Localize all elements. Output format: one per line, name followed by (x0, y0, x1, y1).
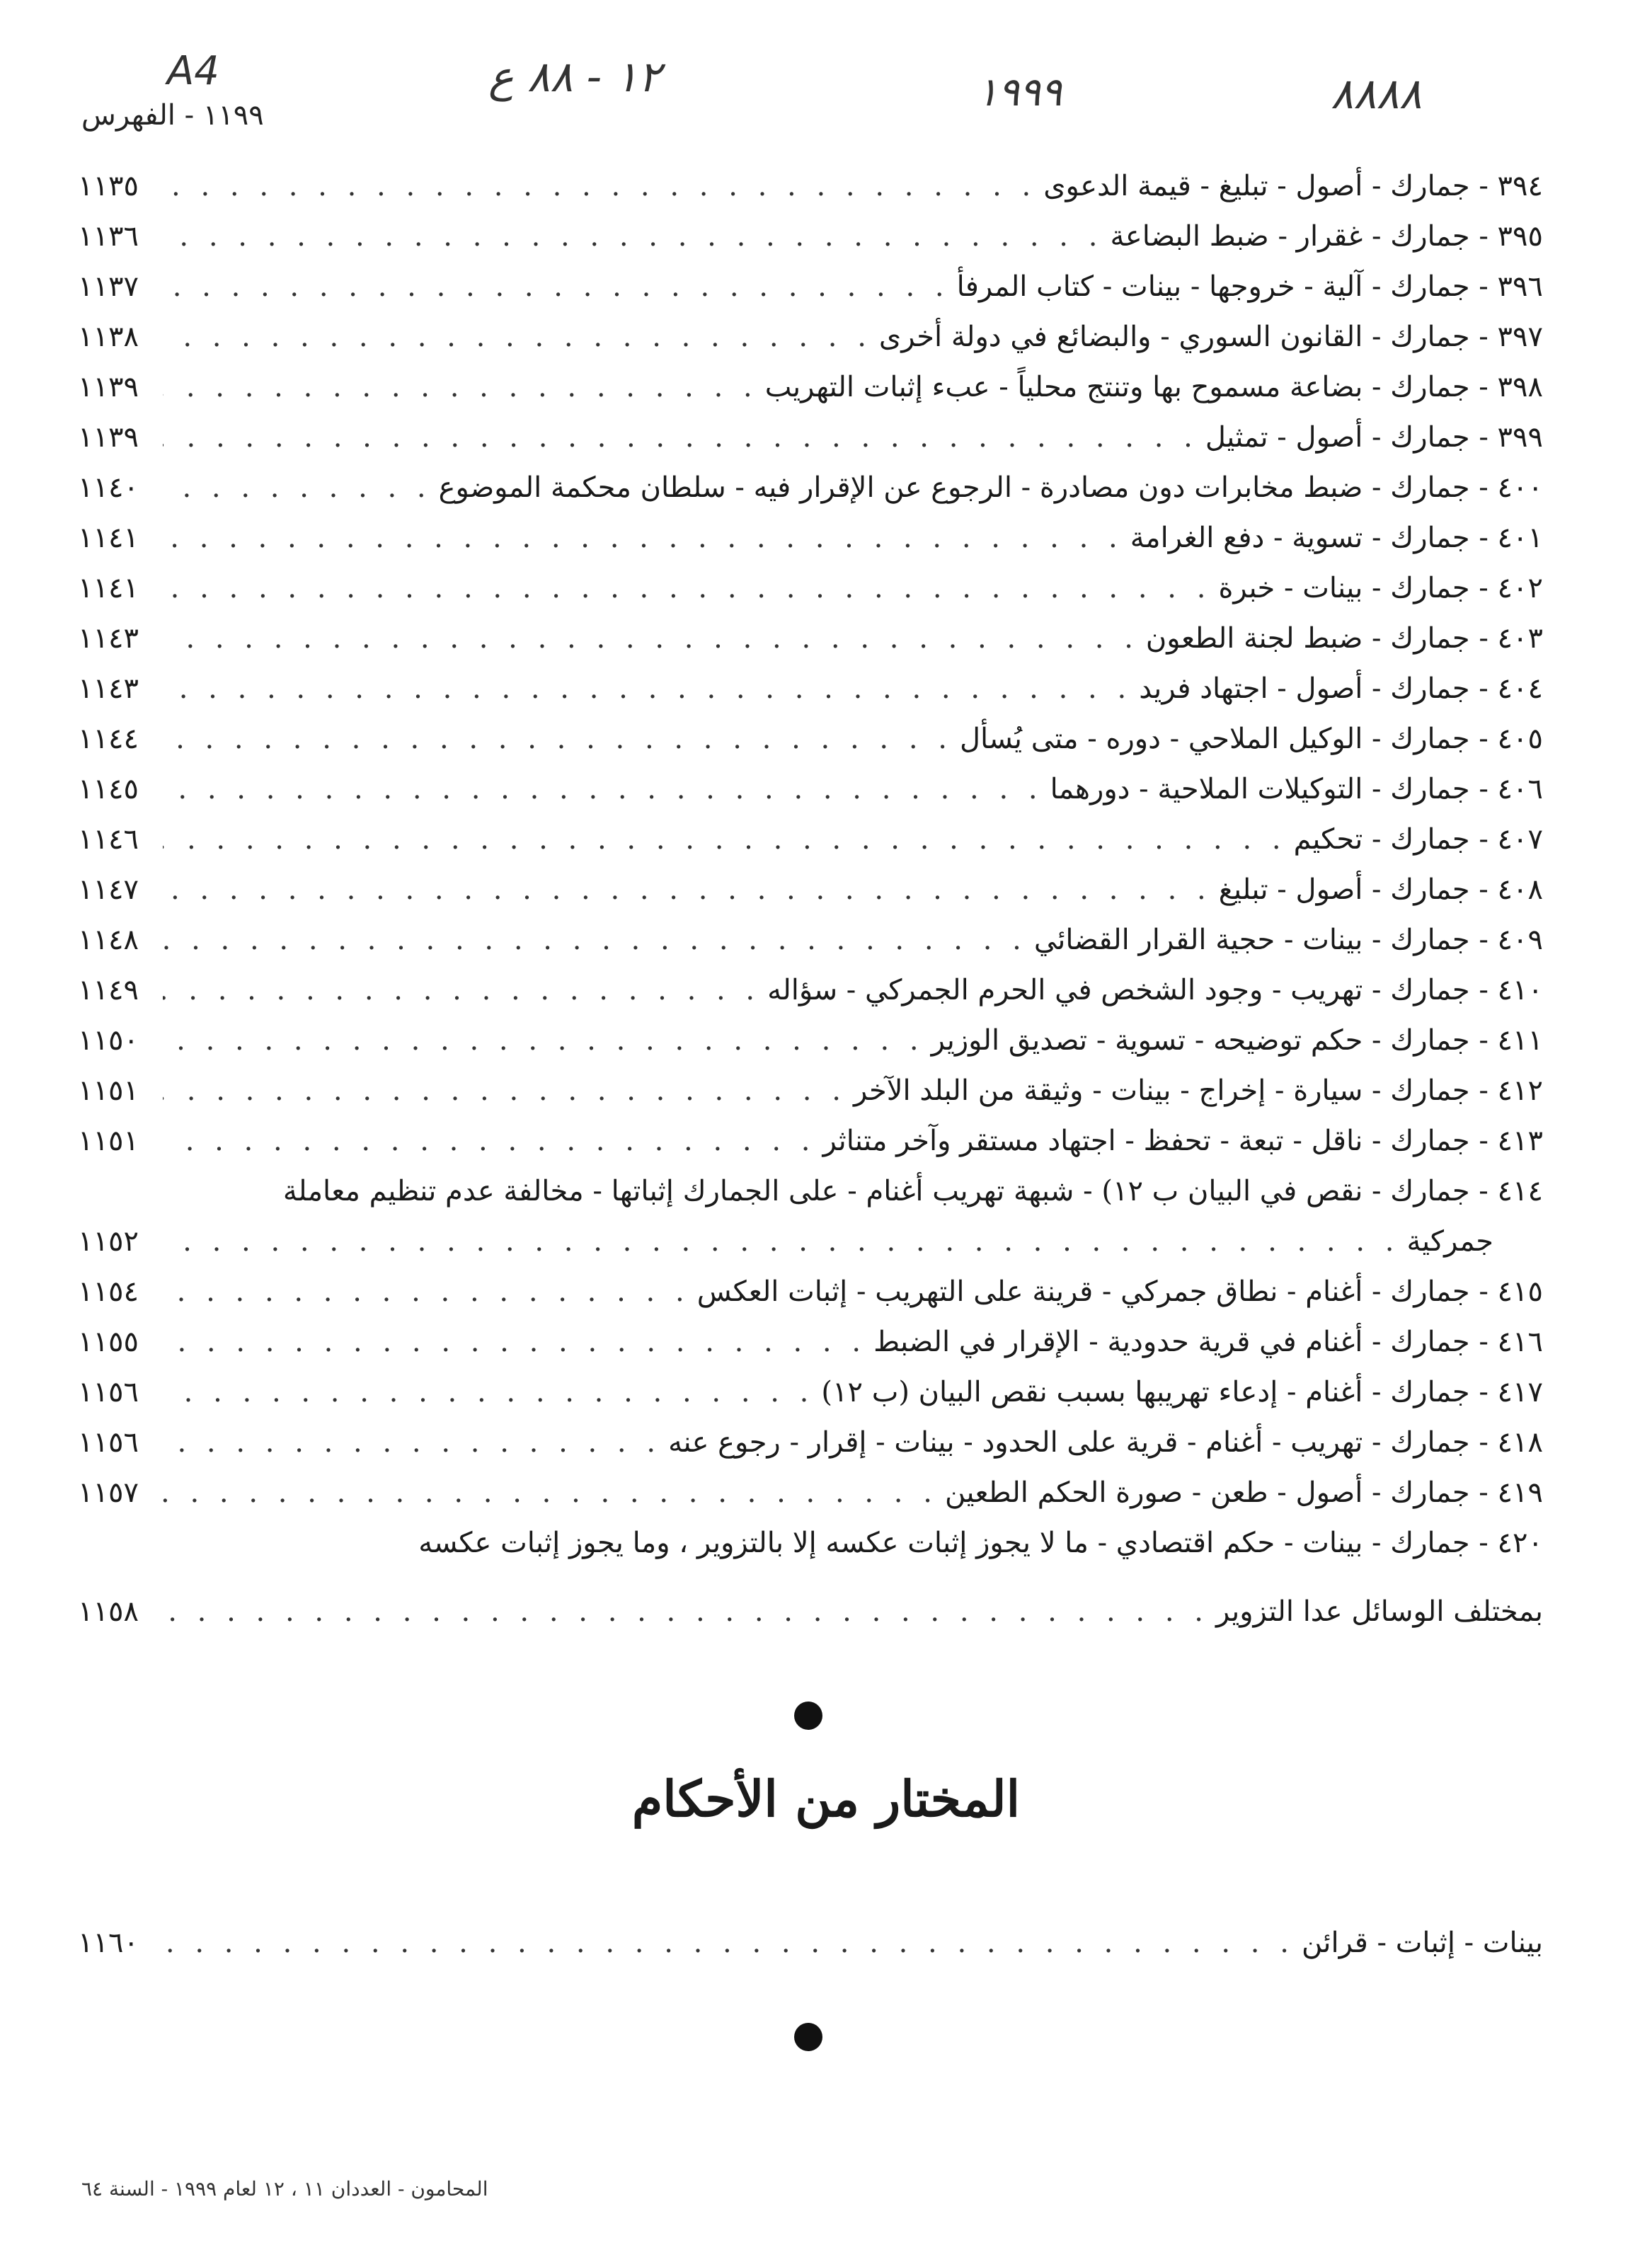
entry-title: ٤٠٣ - جمارك - ضبط لجنة الطعون (1145, 622, 1543, 655)
toc-entry (78, 622, 1543, 672)
entry-title: ٤١٨ - جمارك - تهريب - أغنام - قرية على الحدود - بينات - إقرار - رجوع عنه (668, 1426, 1543, 1459)
entry-page: ١١٥٠ (78, 1024, 139, 1057)
entry-title: ٣٩٩ - جمارك - أصول - تمثيل (1205, 421, 1543, 454)
entry-page: ١١٤٣ (78, 672, 139, 705)
leader-dots (163, 1595, 1216, 1628)
section-bullet (794, 2023, 822, 2051)
toc-entry (78, 471, 1543, 522)
entry-title-continuation: جمركية (1406, 1225, 1493, 1258)
toc-entry (78, 1376, 1543, 1426)
leader-dots (163, 974, 767, 1006)
leader-dots (163, 924, 1034, 956)
entry-page: ١١٣٩ (78, 421, 139, 454)
entry-title: ٣٩٥ - جمارك - غقرار - ضبط البضاعة (1110, 220, 1543, 253)
entry-title: ٤١٦ - جمارك - أغنام في قرية حدودية - الإقرار في الضبط (873, 1326, 1543, 1358)
handwritten-note-1: A4 (167, 48, 219, 94)
leader-dots (163, 471, 439, 504)
entry-title: ٤١٣ - جمارك - ناقل - تبعة - تحفظ - اجتهاد مستقر وآخر متناثر (822, 1125, 1543, 1157)
leader-dots (163, 723, 960, 755)
entry-page: ١١٤٠ (78, 471, 139, 504)
entry-title: ٣٩٦ - جمارك - آلية - خروجها - بينات - كتاب المرفأ (956, 270, 1543, 303)
entry-page: ١١٤٦ (78, 823, 139, 856)
toc-entry-line (78, 1175, 1543, 1225)
entry-title: ٤٠٩ - جمارك - بينات - حجية القرار القضائي (1033, 924, 1543, 956)
toc-entry-line (78, 1527, 1543, 1577)
entry-page: ١١٥١ (78, 1125, 139, 1157)
toc-entry (78, 773, 1543, 823)
toc-entry (78, 572, 1543, 622)
toc-entry (78, 672, 1543, 723)
toc-entry (78, 170, 1543, 220)
entry-title: ٤١٥ - جمارك - أغنام - نطاق جمركي - قرينة على التهريب - إثبات العكس (696, 1275, 1543, 1308)
toc-entry (78, 321, 1543, 371)
leader-dots (163, 873, 1219, 906)
entry-page: ١١٤٥ (78, 773, 139, 805)
entry-page: ١١٣٩ (78, 371, 139, 403)
leader-dots (163, 1074, 854, 1107)
toc-entry (78, 1125, 1543, 1175)
leader-dots (163, 321, 879, 353)
leader-dots (163, 622, 1146, 655)
toc-entry (78, 371, 1543, 421)
entry-title: بينات - إثبات - قرائن (1301, 1927, 1543, 1959)
entry-page: ١١٤٤ (78, 723, 139, 755)
toc-entry (78, 823, 1543, 873)
entry-page: ١١٤٣ (78, 622, 139, 655)
leader-dots (163, 1376, 821, 1408)
entry-page: ١١٣٦ (78, 220, 139, 253)
handwritten-note-2: ١٢ - ٨٨ ع (488, 52, 661, 102)
toc-entry (78, 1326, 1543, 1376)
entry-page: ١١٤٨ (78, 924, 139, 956)
entry-title: ٤٠٨ - جمارك - أصول - تبليغ (1218, 873, 1543, 906)
toc-entry (78, 1426, 1543, 1476)
entry-title: ٤٠٧ - جمارك - تحكيم (1293, 823, 1543, 856)
entry-page: ١١٥١ (78, 1074, 139, 1107)
entry-page: ١١٤٩ (78, 974, 139, 1006)
table-of-contents (78, 170, 1543, 1646)
leader-dots (163, 823, 1294, 856)
leader-dots (163, 773, 1050, 805)
entry-page: ١١٥٧ (78, 1476, 139, 1509)
toc-entry (78, 1927, 1543, 1977)
leader-dots (163, 1125, 823, 1157)
entry-title: ٤٠٦ - جمارك - التوكيلات الملاحية - دورهما (1050, 773, 1543, 805)
entry-title: ٣٩٧ - جمارك - القانون السوري - والبضائع في دولة أخرى (878, 321, 1543, 353)
section-bullet (794, 1702, 822, 1730)
toc-entry (78, 873, 1543, 924)
entry-title: ٣٩٤ - جمارك - أصول - تبليغ - قيمة الدعوى (1043, 170, 1543, 202)
toc-entry (78, 1476, 1543, 1527)
leader-dots (163, 270, 957, 303)
entry-title: ٤٠٤ - جمارك - أصول - اجتهاد فريد (1139, 672, 1543, 705)
entry-title: ٤١٩ - جمارك - أصول - طعن - صورة الحكم الطعين (944, 1476, 1543, 1509)
leader-dots (163, 1225, 1407, 1258)
toc-entry (78, 220, 1543, 270)
handwritten-note-3: ١٩٩٩ (977, 69, 1062, 115)
toc-entry (78, 1024, 1543, 1074)
entry-page: ١١٤١ (78, 572, 139, 604)
entry-page: ١١٣٧ (78, 270, 139, 303)
toc-entry-continuation (78, 1225, 1543, 1275)
section-entries (78, 1927, 1543, 1977)
entry-title: ٤١١ - جمارك - حكم توضيحه - تسوية - تصديق الوزير (931, 1024, 1543, 1057)
toc-entry-continuation (78, 1595, 1543, 1646)
entry-title: ٤٠٥ - جمارك - الوكيل الملاحي - دوره - متى يُسأل (959, 723, 1543, 755)
entry-page: ١١٣٨ (78, 321, 139, 353)
entry-title: ٤٠١ - جمارك - تسوية - دفع الغرامة (1130, 522, 1543, 554)
entry-title: ٤١٢ - جمارك - سيارة - إخراج - بينات - وثيقة من البلد الآخر (853, 1074, 1543, 1107)
page-label: ١١٩٩ - الفهرس (81, 99, 264, 132)
leader-dots (163, 1275, 697, 1308)
toc-entry (78, 1074, 1543, 1125)
entry-title: ٤٢٠ - جمارك - بينات - حكم اقتصادي - ما لا يجوز إثبات عكسه إلا بالتزوير ، وما يجوز إثبات عكسه (418, 1527, 1543, 1559)
leader-dots (163, 672, 1139, 705)
handwritten-note-4: ٨٨٨٨ (1331, 69, 1422, 119)
entry-title: ٣٩٨ - جمارك - بضاعة مسموح بها وتنتج محلياً - عبء إثبات التهريب (764, 371, 1543, 403)
leader-dots (163, 1024, 931, 1057)
entry-page: ١١٤١ (78, 522, 139, 554)
leader-dots (163, 522, 1130, 554)
toc-entry (78, 421, 1543, 471)
page-footer: المحامون - العددان ١١ ، ١٢ لعام ١٩٩٩ - السنة ٦٤ (81, 2177, 488, 2201)
entry-title: ٤٠٢ - جمارك - بينات - خبرة (1218, 572, 1543, 604)
leader-dots (163, 421, 1205, 454)
leader-dots (163, 1326, 873, 1358)
entry-page: ١١٥٦ (78, 1426, 139, 1459)
entry-title: ٤١٠ - جمارك - تهريب - وجود الشخص في الحرم الجمركي - سؤاله (767, 974, 1543, 1006)
leader-dots (163, 572, 1218, 604)
toc-entry (78, 1275, 1543, 1326)
entry-title-continuation: بمختلف الوسائل عدا التزوير (1216, 1595, 1543, 1628)
entry-title: ٤١٤ - جمارك - نقص في البيان ب ١٢) - شبهة تهريب أغنام - على الجمارك إثباتها - مخالفة عدم تنظيم معاملة (282, 1175, 1543, 1207)
entry-title: ٤١٧ - جمارك - أغنام - إدعاء تهريبها بسبب نقص البيان (ب ١٢) (821, 1376, 1543, 1408)
leader-dots (163, 220, 1110, 253)
leader-dots (163, 1426, 668, 1459)
entry-page: ١١٥٦ (78, 1376, 139, 1408)
entry-page: ١١٥٥ (78, 1326, 139, 1358)
entry-page: ١١٥٨ (78, 1595, 139, 1628)
leader-dots (163, 371, 765, 403)
entry-page: ١١٦٠ (78, 1927, 139, 1959)
toc-entry (78, 270, 1543, 321)
toc-entry (78, 924, 1543, 974)
toc-entry (78, 522, 1543, 572)
entry-title: ٤٠٠ - جمارك - ضبط مخابرات دون مصادرة - الرجوع عن الإقرار فيه - سلطان محكمة الموضوع (438, 471, 1543, 504)
leader-dots (163, 1927, 1302, 1959)
leader-dots (163, 1476, 945, 1509)
leader-dots (163, 170, 1043, 202)
section-title: المختار من الأحكام (631, 1769, 1021, 1828)
entry-page: ١١٣٥ (78, 170, 139, 202)
toc-entry (78, 974, 1543, 1024)
entry-page: ١١٥٢ (78, 1225, 139, 1258)
entry-page: ١١٥٤ (78, 1275, 139, 1308)
toc-entry (78, 723, 1543, 773)
entry-page: ١١٤٧ (78, 873, 139, 906)
